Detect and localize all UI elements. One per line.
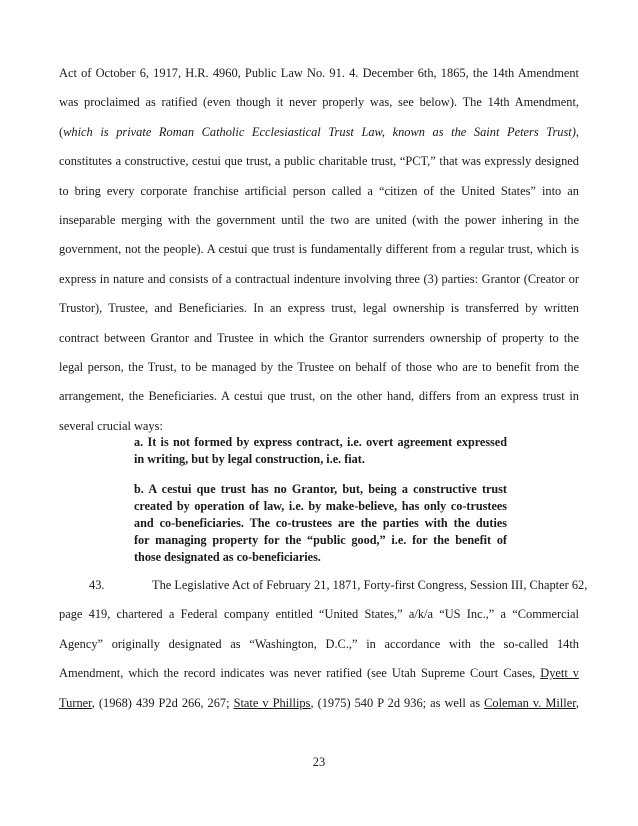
text-line: several crucial ways:: [59, 418, 163, 433]
text-line: Act of October 6, 1917, H.R. 4960, Public Law No. 91. 4. December 6th, 1865, the 14th Amendment: [59, 66, 579, 80]
text-line: legal person, the Trust, to be managed by the Trustee on behalf of those who are to benefit from the: [59, 360, 579, 375]
text-line: (which is private Roman Catholic Ecclesiastical Trust Law, known as the Saint Peters Trust),: [59, 124, 579, 139]
block-quote-item-a: [134, 434, 507, 468]
paragraph-43: [59, 571, 588, 718]
text-line: contract between Grantor and Trustee in which the Grantor surrenders ownership of property to the: [59, 330, 579, 345]
text-line: inseparable merging with the government until the two are united (with the power inhering in the: [59, 213, 579, 228]
block-quote-item-b: [134, 481, 507, 566]
case-citation: Coleman v. Miller: [484, 695, 576, 710]
text-line: in writing, but by legal construction, i.e. fiat.: [134, 452, 365, 466]
text-line: Turner, (1968) 439 P2d 266, 267; State v Phillips, (1975) 540 P 2d 936; as well as Coleman v. Miller,: [59, 695, 579, 710]
text-line: Amendment, which the record indicates was never ratified (see Utah Supreme Court Cases, Dyett v: [59, 666, 579, 681]
text-line: 43. The Legislative Act of February 21, 1871, Forty-first Congress, Session III, Chapter 62,: [59, 571, 579, 600]
text-line: page 419, chartered a Federal company entitled “United States,” a/k/a “US Inc.,” a “Commercial: [59, 607, 579, 622]
italic-phrase: which is private Roman Catholic Ecclesiastical Trust Law, known as the Saint Peters Trust): [63, 124, 576, 139]
text-line: was proclaimed as ratified (even though it never properly was, see below). The 14th Amendment,: [59, 95, 579, 110]
case-citation: State v Phillips: [233, 695, 311, 710]
case-citation: Dyett v: [540, 666, 579, 681]
paragraph-number: 43.: [89, 578, 105, 592]
text-line: created by operation of law, i.e. by make-believe, has only co-trustees: [134, 499, 507, 513]
page-number: 23: [312, 755, 326, 769]
text-line: arrangement, the Beneficiaries. A cestui que trust, on the other hand, differs from an express trust in: [59, 389, 579, 404]
text-line: constitutes a constructive, cestui que trust, a public charitable trust, “PCT,” that was expressly designed: [59, 154, 579, 169]
text-line: government, not the people). A cestui que trust is fundamentally different from a regular trust, which is: [59, 242, 579, 257]
text-line: express in nature and consists of a contractual indenture involving three (3) parties: Grantor (Creator or: [59, 271, 579, 286]
text-line: Agency” originally designated as “Washington, D.C.,” in accordance with the so-called 14th: [59, 636, 579, 651]
text-line: to bring every corporate franchise artificial person called a “citizen of the United States” into an: [59, 183, 579, 198]
text-line: a. It is not formed by express contract, i.e. overt agreement expressed: [134, 435, 507, 449]
text-line: Trustor), Trustee, and Beneficiaries. In an express trust, legal ownership is transferred by written: [59, 301, 579, 316]
paragraph-1: [59, 59, 579, 441]
text-line: those designated as co-beneficiaries.: [134, 550, 321, 564]
case-citation: Turner: [59, 695, 92, 710]
text-line: for managing property for the “public good,” i.e. for the benefit of: [134, 533, 507, 547]
text-line: and co-beneficiaries. The co-trustees are the parties with the duties: [134, 516, 507, 530]
text-line: b. A cestui que trust has no Grantor, but, being a constructive trust: [134, 482, 507, 496]
